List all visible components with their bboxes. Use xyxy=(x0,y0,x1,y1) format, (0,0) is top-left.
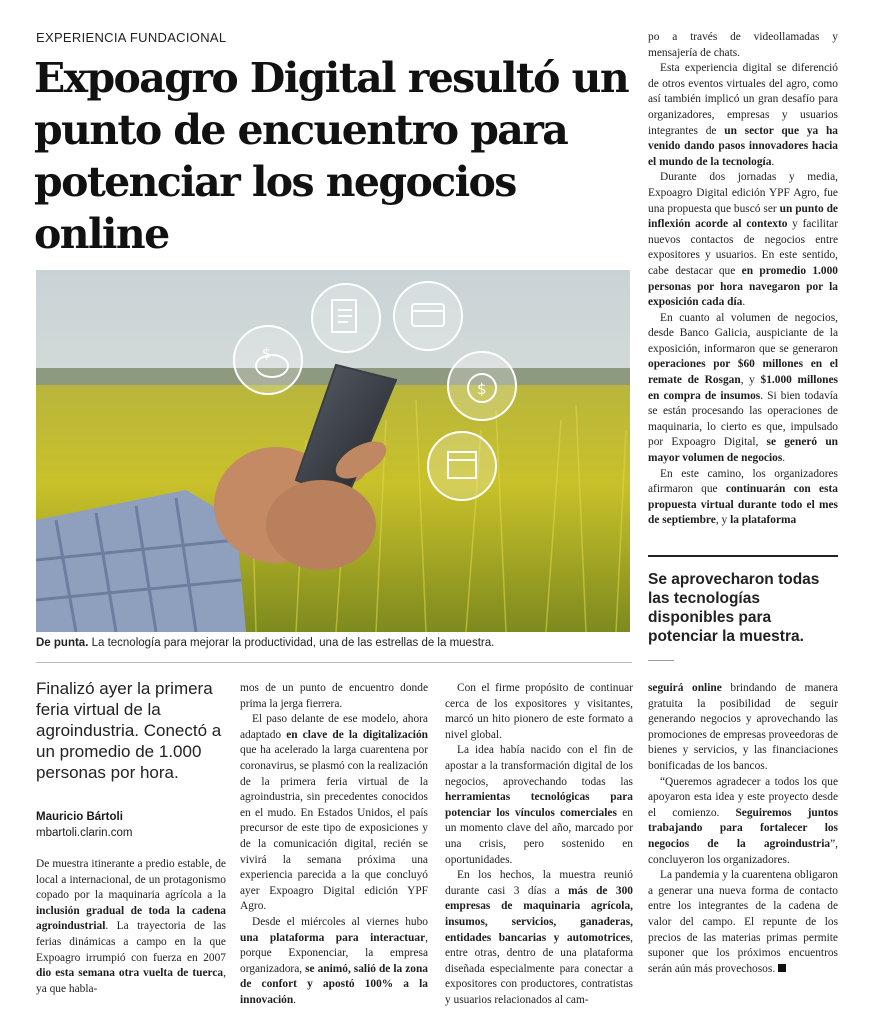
svg-text:$: $ xyxy=(477,380,487,398)
paragraph: mos de un punto de encuentro donde prima la jerga fierrera. xyxy=(240,682,428,710)
paragraph: De muestra itinerante a predio estable, de local a internacional, de un protagonismo copado por la maquinaria agrícola a la inclusión gradual de toda la cadena agroindustrial. La trayectoria de las ferias dinámicas a campo en la que Expoagro irrumpió con fuerza en 2007 dio esta semana otra vuelta de tuerca, ya que habla- xyxy=(36,858,226,995)
article-column-1 xyxy=(36,857,226,997)
paragraph: En los hechos, la muestra reunió durante casi 3 días a más de 300 empresas de maquinaria agrícola, insumos, servicios, ganaderas, entidades bancarias y automotrices, entre otras, dentro de una plataforma diseñada especialmente para conectar a expositores con productores, contratistas y usuarios relacionados al cam- xyxy=(445,869,633,1006)
paragraph: En cuanto al volumen de negocios, desde Banco Galicia, auspiciante de la exposición, informaron que se generaron operaciones por $60 millones en el remate de Rosgan, y $1.000 millones en compra de insumos. Si bien todavía se están procesando las operaciones de maquinaria, lo cierto es que, impulsado por Expoagro Digital, se generó un mayor volumen de negocios. xyxy=(648,311,838,465)
photo-caption: De punta. La tecnología para mejorar la productividad, una de las estrellas de la muestra. xyxy=(36,637,495,649)
section-kicker: EXPERIENCIA FUNDACIONAL xyxy=(36,30,227,45)
paragraph: La pandemia y la cuarentena obligaron a generar una nueva forma de contacto entre los integrantes de la cadena de valor del campo. El repunte de los precios de las materias primas permite suponer que los próximos encuentros serán aún más provechosos. xyxy=(648,869,838,975)
article-column-2 xyxy=(240,681,428,1008)
author-name: Mauricio Bártoli xyxy=(36,811,123,823)
article-column-3 xyxy=(445,681,633,1008)
pull-quote-rule xyxy=(648,660,674,661)
paragraph: “Queremos agradecer a todos los que apoyaron esta idea y este proyecto desde el comienzo. Seguiremos juntos trabajando para fortalecer los negocios de la agroindustria”, concluyeron los organizadores. xyxy=(648,775,838,866)
svg-text:$: $ xyxy=(262,346,271,362)
paragraph: Esta experiencia digital se diferenció de otros eventos virtuales del agro, como así también implicó un gran desafío para organizadores, empresas y usuarios integrantes de un sector que ya ha venido dando pasos innovadores hacia el mundo de la tecnología. xyxy=(648,62,838,168)
lead-paragraph: Finalizó ayer la primera feria virtual de la agroindustria. Conectó a un promedio de 1.000 personas por hora. xyxy=(36,679,222,782)
pull-quote: Se aprovecharon todas las tecnologías disponibles para potenciar la muestra. xyxy=(648,571,820,645)
article-column-4 xyxy=(648,30,838,529)
paragraph: seguirá online brindando de manera gratuita la posibilidad de seguir generando negocios y aprovechando las promociones de empresas proveedoras de bienes y servicios, y las financiaciones bonificadas de los bancos. xyxy=(648,682,838,772)
article-photo xyxy=(36,270,630,632)
paragraph: po a través de videollamadas y mensajería de chats. xyxy=(648,31,838,59)
divider xyxy=(36,662,632,663)
headline: Expoagro Digital resultó un punto de encuentro para potenciar los negocios online xyxy=(34,54,629,258)
paragraph: El paso delante de ese modelo, ahora adaptado en clave de la digitalización que ha acelerado la larga cuarentena por coronavirus, se plasmó con la realización de la primera feria virtual de la agroindustria, sin precedentes conocidos en el mudo. En Estados Unidos, el país precursor de este tipo de exposiciones y de la comunicación digital, recién se vivirá la semana próxima una experiencia parecida a la que concluyó ayer Expoagro Digital edición YPF Agro. xyxy=(240,713,428,913)
paragraph: Durante dos jornadas y media, Expoagro Digital edición YPF Agro, fue una propuesta que buscó ser un punto de inflexión acorde al contexto y facilitar nuevos contactos de negocios entre expositores y usuarios. En este sentido, cabe destacar que en promedio 1.000 personas por hora navegaron por la exposición cada día. xyxy=(648,171,838,309)
end-mark-icon xyxy=(778,964,786,972)
paragraph: Desde el miércoles al viernes hubo una plataforma para interactuar, porque Exponenciar, la empresa organizadora, se animó, salió de la zona de confort y apostó 100% a la innovación. xyxy=(240,915,428,1006)
paragraph: En este camino, los organizadores afirmaron que continuarán con esta propuesta virtual durante todo el mes de septiembre, y la plataforma xyxy=(648,467,838,527)
pull-quote-rule xyxy=(648,555,838,557)
article-column-5 xyxy=(648,681,838,977)
paragraph: Con el firme propósito de continuar cerca de los expositores y visitantes, marcó un hito pionero de este formato a nivel global. xyxy=(445,682,633,741)
paragraph: La idea había nacido con el fin de apostar a la transformación digital de los negocios, aprovechando todas las herramientas tecnológicas para potenciar los vínculos comerciales en un momento clave del año, marcado por una crisis, pero sostenido en oportunidades. xyxy=(445,744,633,866)
author-email[interactable]: mbartoli.clarin.com xyxy=(36,827,133,839)
